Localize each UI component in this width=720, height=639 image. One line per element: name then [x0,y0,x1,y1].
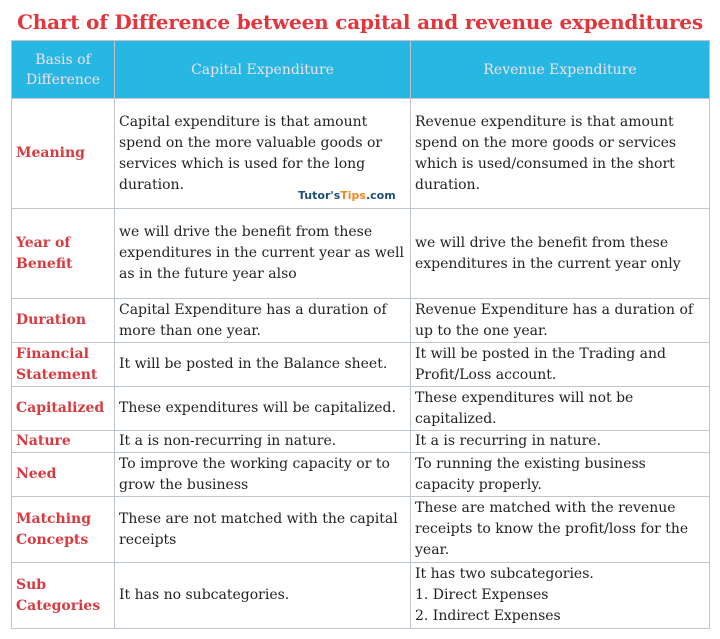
basis-cell: Meaning [12,99,115,209]
basis-cell: Capitalized [12,387,115,431]
revenue-subcategories-intro: It has two subcategories. [415,566,594,582]
row-meaning [12,99,710,209]
row-year-of-benefit [12,209,710,299]
capital-cell: Capital Expenditure has a duration of more than one year. [115,299,411,343]
revenue-cell: Revenue Expenditure has a duration of up to the one year. [411,299,710,343]
comparison-table [11,40,710,629]
row-matching-concepts [12,497,710,563]
basis-cell: Sub Categories [12,563,115,629]
revenue-cell: It a is recurring in nature. [411,431,710,453]
row-financial-statement [12,343,710,387]
row-duration [12,299,710,343]
watermark-part-3: .com [365,189,396,202]
revenue-subcategory-item: 2. Indirect Expenses [415,608,561,624]
header-revenue: Revenue Expenditure [411,41,710,99]
row-nature [12,431,710,453]
basis-cell: Nature [12,431,115,453]
capital-cell: It a is non-recurring in nature. [115,431,411,453]
capital-cell: we will drive the benefit from these expenditures in the current year as well as in the future year also [115,209,411,299]
revenue-cell: These are matched with the revenue receipts to know the profit/loss for the year. [411,497,710,563]
header-capital: Capital Expenditure [115,41,411,99]
revenue-cell: It will be posted in the Trading and Profit/Loss account. [411,343,710,387]
header-row [12,41,710,99]
basis-cell: Matching Concepts [12,497,115,563]
revenue-cell: To running the existing business capacity properly. [411,453,710,497]
header-basis-line-2: Difference [25,71,101,88]
capital-cell: It has no subcategories. [115,563,411,629]
capital-cell: To improve the working capacity or to grow the business [115,453,411,497]
basis-cell: Duration [12,299,115,343]
row-need [12,453,710,497]
basis-cell: Financial Statement [12,343,115,387]
capital-cell: It will be posted in the Balance sheet. [115,343,411,387]
revenue-subcategory-item: 1. Direct Expenses [415,587,549,603]
watermark-part-1: Tutor's [298,189,341,202]
capital-cell: Capital expenditure is that amount spend on the more valuable goods or services which is used for the long duration. [115,99,411,209]
chart-title: Chart of Difference between capital and revenue expenditures [17,10,703,34]
capital-cell: These expenditures will be capitalized. [115,387,411,431]
revenue-cell: These expenditures will not be capitalized. [411,387,710,431]
revenue-cell: we will drive the benefit from these expenditures in the current year only [411,209,710,299]
basis-cell: Need [12,453,115,497]
row-sub-categories [12,563,710,629]
capital-cell: These are not matched with the capital receipts [115,497,411,563]
header-basis-line-1: Basis of [35,51,91,68]
revenue-cell: Revenue expenditure is that amount spend on the more goods or services which is used/consumed in the short duration. [411,99,710,209]
watermark-part-2: Tips [340,189,366,202]
revenue-cell [411,563,710,629]
header-basis [12,41,115,99]
row-capitalized [12,387,710,431]
basis-cell: Year of Benefit [12,209,115,299]
